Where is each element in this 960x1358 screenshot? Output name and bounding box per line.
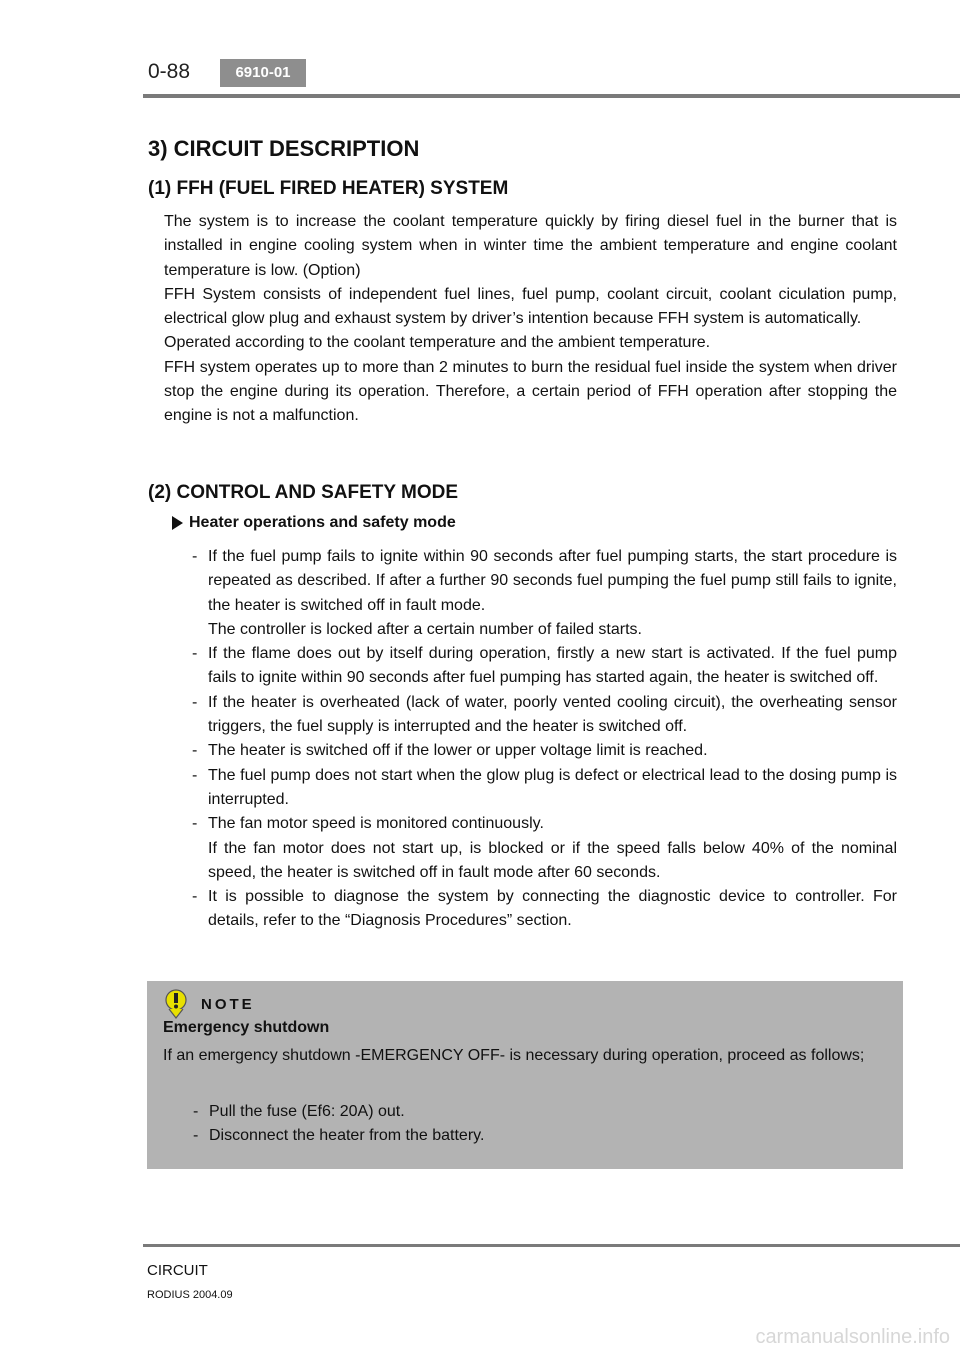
list-item-text: The heater is switched off if the lower or upper voltage limit is reached.	[208, 742, 708, 760]
note-title: Emergency shutdown	[163, 1019, 330, 1036]
top-rule	[143, 94, 960, 98]
note-box	[147, 981, 903, 1169]
list-item-text: If the flame does out by itself during operation, firstly a new start is activated. If the fuel pump fails to ignite within 90 seconds after fuel pumping has started again, the heater is switched off.	[208, 645, 897, 687]
subheading-label: Heater operations and safety mode	[189, 514, 456, 531]
list-item-text: If the heater is overheated (lack of water, poorly vented cooling circuit), the overheating sensor triggers, the fuel supply is interrupted and the heater is switched off.	[208, 693, 897, 736]
paragraph: FFH system operates up to more than 2 minutes to burn the residual fuel inside the system when driver stop the engine during its operation. Therefore, a certain period of FFH operation after stopping the engine is not a malfunction.	[164, 358, 897, 425]
dash-marker: -	[192, 766, 198, 784]
note-label: NOTE	[201, 995, 255, 1013]
dash-marker: -	[192, 742, 198, 760]
paragraph: FFH System consists of independent fuel lines, fuel pump, coolant circuit, coolant ciculation pump, electrical glow plug and exhaust system by driver’s intention because FFH system is automatically.	[164, 285, 897, 328]
page-number: 0-88	[148, 60, 191, 83]
section-2-heading: (2) CONTROL AND SAFETY MODE	[148, 482, 458, 503]
list-item	[190, 885, 897, 934]
list-item	[190, 545, 897, 642]
list-item-text: Disconnect the heater from the battery.	[209, 1127, 485, 1145]
list-item-text: The fan motor speed is monitored continuously.	[208, 815, 544, 833]
dash-marker: -	[192, 815, 198, 833]
list-item-text: It is possible to diagnose the system by connecting the diagnostic device to controller. For details, refer to the “Diagnosis Procedures” section.	[208, 888, 897, 930]
list-item-text: Pull the fuse (Ef6: 20A) out.	[209, 1103, 405, 1120]
note-text: If an emergency shutdown -EMERGENCY OFF- is necessary during operation, proceed as follows;	[163, 1047, 865, 1064]
page-title: 3) CIRCUIT DESCRIPTION	[148, 136, 420, 161]
subheading	[172, 514, 456, 532]
list-item	[190, 642, 897, 691]
triangle-right-icon	[172, 516, 183, 530]
section-1-body	[164, 210, 897, 429]
list-item-text: The fuel pump does not start when the glow plug is defect or electrical lead to the dosing pump is interrupted.	[208, 766, 897, 808]
list-item	[191, 1124, 484, 1148]
list-item-extra: The controller is locked after a certain number of failed starts.	[208, 620, 642, 638]
paragraph: Operated according to the coolant temperature and the ambient temperature.	[164, 334, 711, 352]
list-item	[190, 812, 897, 885]
dash-marker: -	[192, 645, 198, 663]
footer-section-name: CIRCUIT	[147, 1262, 208, 1279]
list-item	[190, 691, 897, 740]
safety-mode-list	[190, 545, 897, 934]
dash-marker: -	[193, 1103, 199, 1120]
list-item	[190, 764, 897, 813]
note-header	[163, 989, 255, 1019]
list-item	[190, 739, 897, 763]
paragraph: The system is to increase the coolant temperature quickly by firing diesel fuel in the burner that is installed in engine cooling system when in winter time the ambient temperature and engine coolant temperature is low. (Option)	[164, 213, 897, 279]
dash-marker: -	[192, 693, 198, 711]
list-item-extra: If the fan motor does not start up, is blocked or if the speed falls below 40% of the nominal speed, the heater is switched off in fault mode after 60 seconds.	[208, 839, 897, 881]
warning-icon	[163, 989, 189, 1019]
note-list	[191, 1100, 484, 1149]
watermark: carmanualsonline.info	[755, 1326, 950, 1348]
dash-marker: -	[193, 1127, 199, 1145]
bottom-rule	[143, 1244, 960, 1247]
list-item-text: If the fuel pump fails to ignite within 90 seconds after fuel pumping starts, the start procedure is repeated as described. If after a further 90 seconds fuel pumping the fuel pump still fails to ignite, the heater is switched off in fault mode.	[208, 548, 897, 614]
section-code-badge: 6910-01	[220, 59, 306, 87]
dash-marker: -	[192, 548, 198, 565]
dash-marker: -	[192, 888, 198, 906]
footer-model: RODIUS 2004.09	[147, 1289, 233, 1301]
list-item	[191, 1100, 484, 1124]
section-1-heading: (1) FFH (FUEL FIRED HEATER) SYSTEM	[148, 178, 509, 199]
